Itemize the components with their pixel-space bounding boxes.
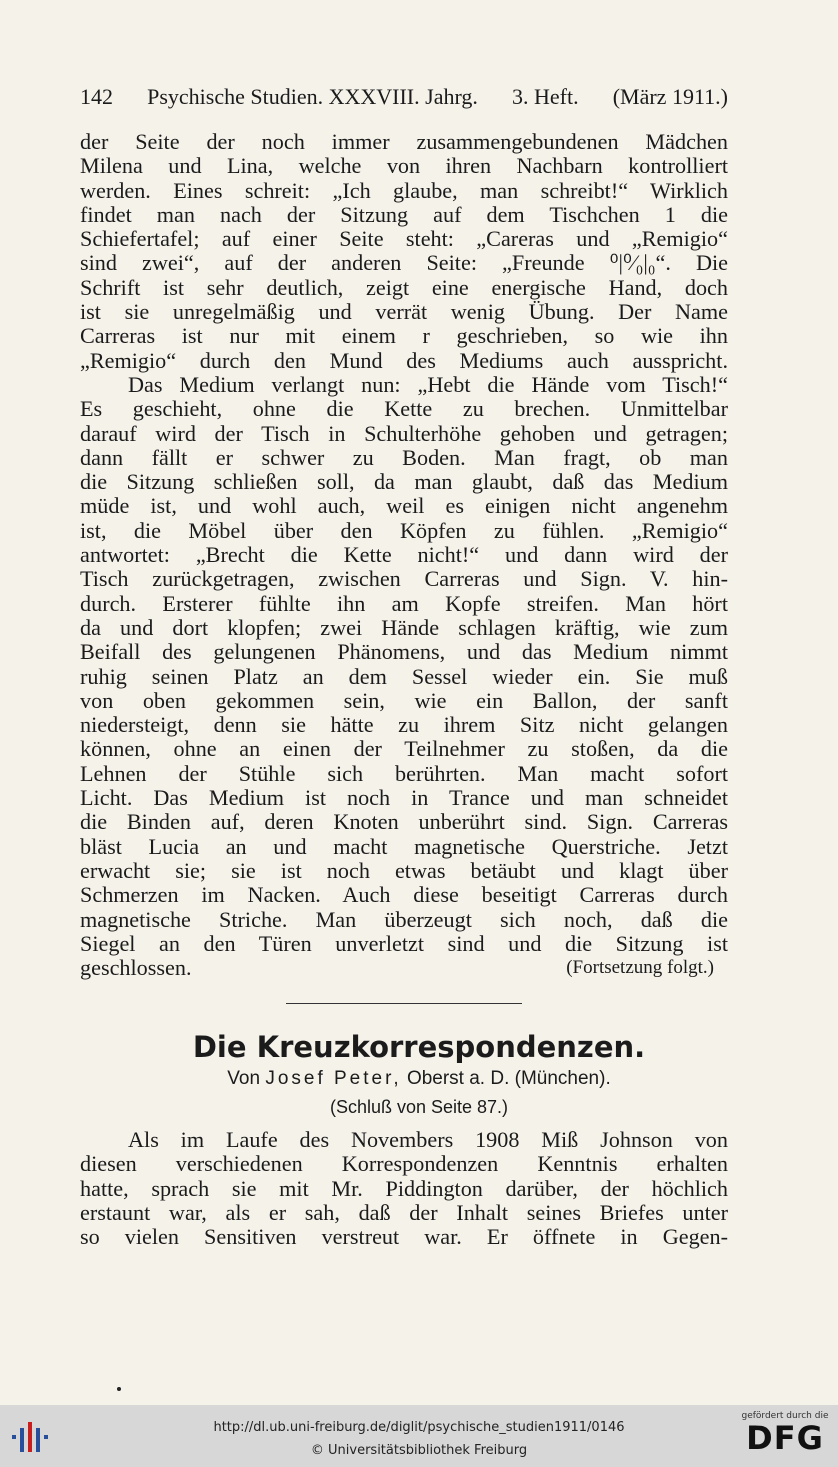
text-line: sind zwei“, auf der anderen Seite: „Freunde ⁰|⁰⁄₀|₀“. Die	[80, 250, 728, 276]
article-title: Die Kreuzkorrespondenzen.	[192, 1030, 646, 1064]
permalink-url[interactable]: http://dl.ub.uni-freiburg.de/diglit/psychische_studien1911/0146	[213, 1420, 625, 1435]
running-title: Psychische Studien. XXXVIII. Jahrg.	[147, 84, 478, 109]
text-line: die Sitzung schließen soll, da man glaubt, daß das Medium	[80, 469, 728, 495]
text-line: dann fällt er schwer zu Boden. Man fragt, ob man	[80, 444, 728, 470]
text-line: Schmerzen im Nacken. Auch diese beseitigt Carreras durch	[80, 882, 728, 908]
text-line: darauf wird der Tisch in Schulterhöhe gehoben und getragen;	[80, 420, 728, 446]
text-line: geschlossen.	[80, 955, 192, 981]
dfg-logo-icon: DFG	[746, 1419, 824, 1457]
author-name: Josef Peter,	[265, 1068, 402, 1089]
text-line: magnetische Striche. Man überzeugt sich noch, daß die	[80, 906, 728, 932]
section1-text	[80, 130, 728, 980]
text-line: da und dort klopfen; zwei Hände schlagen kräftig, wie zum	[80, 614, 728, 640]
text-line: ist sie unregelmäßig und verrät wenig Übung. Der Name	[80, 299, 728, 325]
text-line: durch. Ersterer fühlte ihn am Kopfe streifen. Man hört	[80, 590, 728, 616]
text-line: Es geschieht, ohne die Kette zu brechen. Unmittelbar	[80, 396, 728, 422]
text-line: Tisch zurückgetragen, zwischen Carreras und Sign. V. hin-	[80, 566, 728, 592]
copyright-notice: © Universitätsbibliothek Freiburg	[310, 1443, 528, 1458]
text-line: werden. Eines schreit: „Ich glaube, man schreibt!“ Wirklich	[80, 177, 728, 203]
text-line: Als im Laufe des Novembers 1908 Miß Johnson von	[128, 1127, 728, 1152]
byline-prefix: Von	[227, 1068, 261, 1089]
article-text	[80, 1128, 728, 1249]
text-line: müde ist, und wohl auch, weil es einigen nicht angenehm	[80, 493, 728, 519]
text-line: der Seite der noch immer zusammengebundenen Mädchen	[80, 129, 728, 154]
text-line: antwortet: „Brecht die Kette nicht!“ und dann wird der	[80, 542, 728, 568]
source-note: (Schluß von Seite 87.)	[329, 1097, 509, 1117]
text-line: erwacht sie; sie ist noch etwas betäubt und klagt über	[80, 857, 728, 883]
text-line: ist, die Möbel über den Köpfen zu fühlen. „Remigio“	[80, 517, 728, 543]
article-byline	[0, 1068, 838, 1090]
text-line: Siegel an den Türen unverletzt sind und die Sitzung ist	[80, 930, 728, 956]
issue-date: (März 1911.)	[612, 84, 728, 109]
dfg-sponsor	[740, 1411, 830, 1455]
text-line: niedersteigt, denn sie hätte zu ihrem Sitz nicht gelangen	[80, 712, 728, 738]
running-header	[80, 84, 728, 110]
text-line: Carreras ist nur mit einem r geschrieben, so wie ihn	[80, 323, 728, 349]
text-line: bläst Lucia an und macht magnetische Querstriche. Jetzt	[80, 833, 728, 859]
text-line: die Binden auf, deren Knoten unberührt sind. Sign. Carreras	[80, 809, 728, 835]
text-line: von oben gekommen sein, wie ein Ballon, der sanft	[80, 687, 728, 713]
text-line: Schrift ist sehr deutlich, zeigt eine energische Hand, doch	[80, 274, 728, 300]
author-title: Oberst a. D. (München).	[406, 1068, 611, 1089]
text-line: ruhig seinen Platz an dem Sessel wieder ein. Sie muß	[80, 663, 728, 689]
continuation-note: (Fortsetzung folgt.)	[566, 957, 714, 979]
page-number: 142	[80, 84, 113, 109]
scan-speck	[117, 1387, 121, 1391]
text-line: Das Medium verlangt nun: „Hebt die Hände vom Tisch!“	[128, 371, 728, 397]
text-line: Milena und Lina, welche von ihren Nachbarn kontrolliert	[80, 153, 728, 179]
closing-line	[80, 956, 728, 980]
text-line: hatte, sprach sie mit Mr. Piddington darüber, der höchlich	[80, 1175, 728, 1201]
issue-number: 3. Heft.	[512, 84, 579, 109]
text-line: so vielen Sensitiven verstreut war. Er öffnete in Gegen-	[80, 1224, 728, 1250]
sponsor-caption: gefördert durch die	[741, 1411, 829, 1421]
text-line: können, ohne an einen der Teilnehmer zu stoßen, da die	[80, 736, 728, 762]
text-line: Schiefertafel; auf einer Seite steht: „Careras und „Remigio“	[80, 226, 728, 252]
viewer-footer	[0, 1405, 838, 1467]
text-line: „Remigio“ durch den Mund des Mediums auch ausspricht.	[80, 347, 728, 373]
text-line: erstaunt war, als er sah, daß der Inhalt seines Briefes unter	[80, 1199, 728, 1225]
section-divider	[286, 1003, 522, 1004]
text-line: Lehnen der Stühle sich berührten. Man macht sofort	[80, 760, 728, 786]
text-line: Beifall des gelungenen Phänomens, und das Medium nimmt	[80, 639, 728, 665]
text-line: Licht. Das Medium ist noch in Trance und man schneidet	[80, 785, 728, 811]
text-line: diesen verschiedenen Korrespondenzen Kenntnis erhalten	[80, 1151, 728, 1177]
text-line: findet man nach der Sitzung auf dem Tischchen 1 die	[80, 201, 728, 227]
